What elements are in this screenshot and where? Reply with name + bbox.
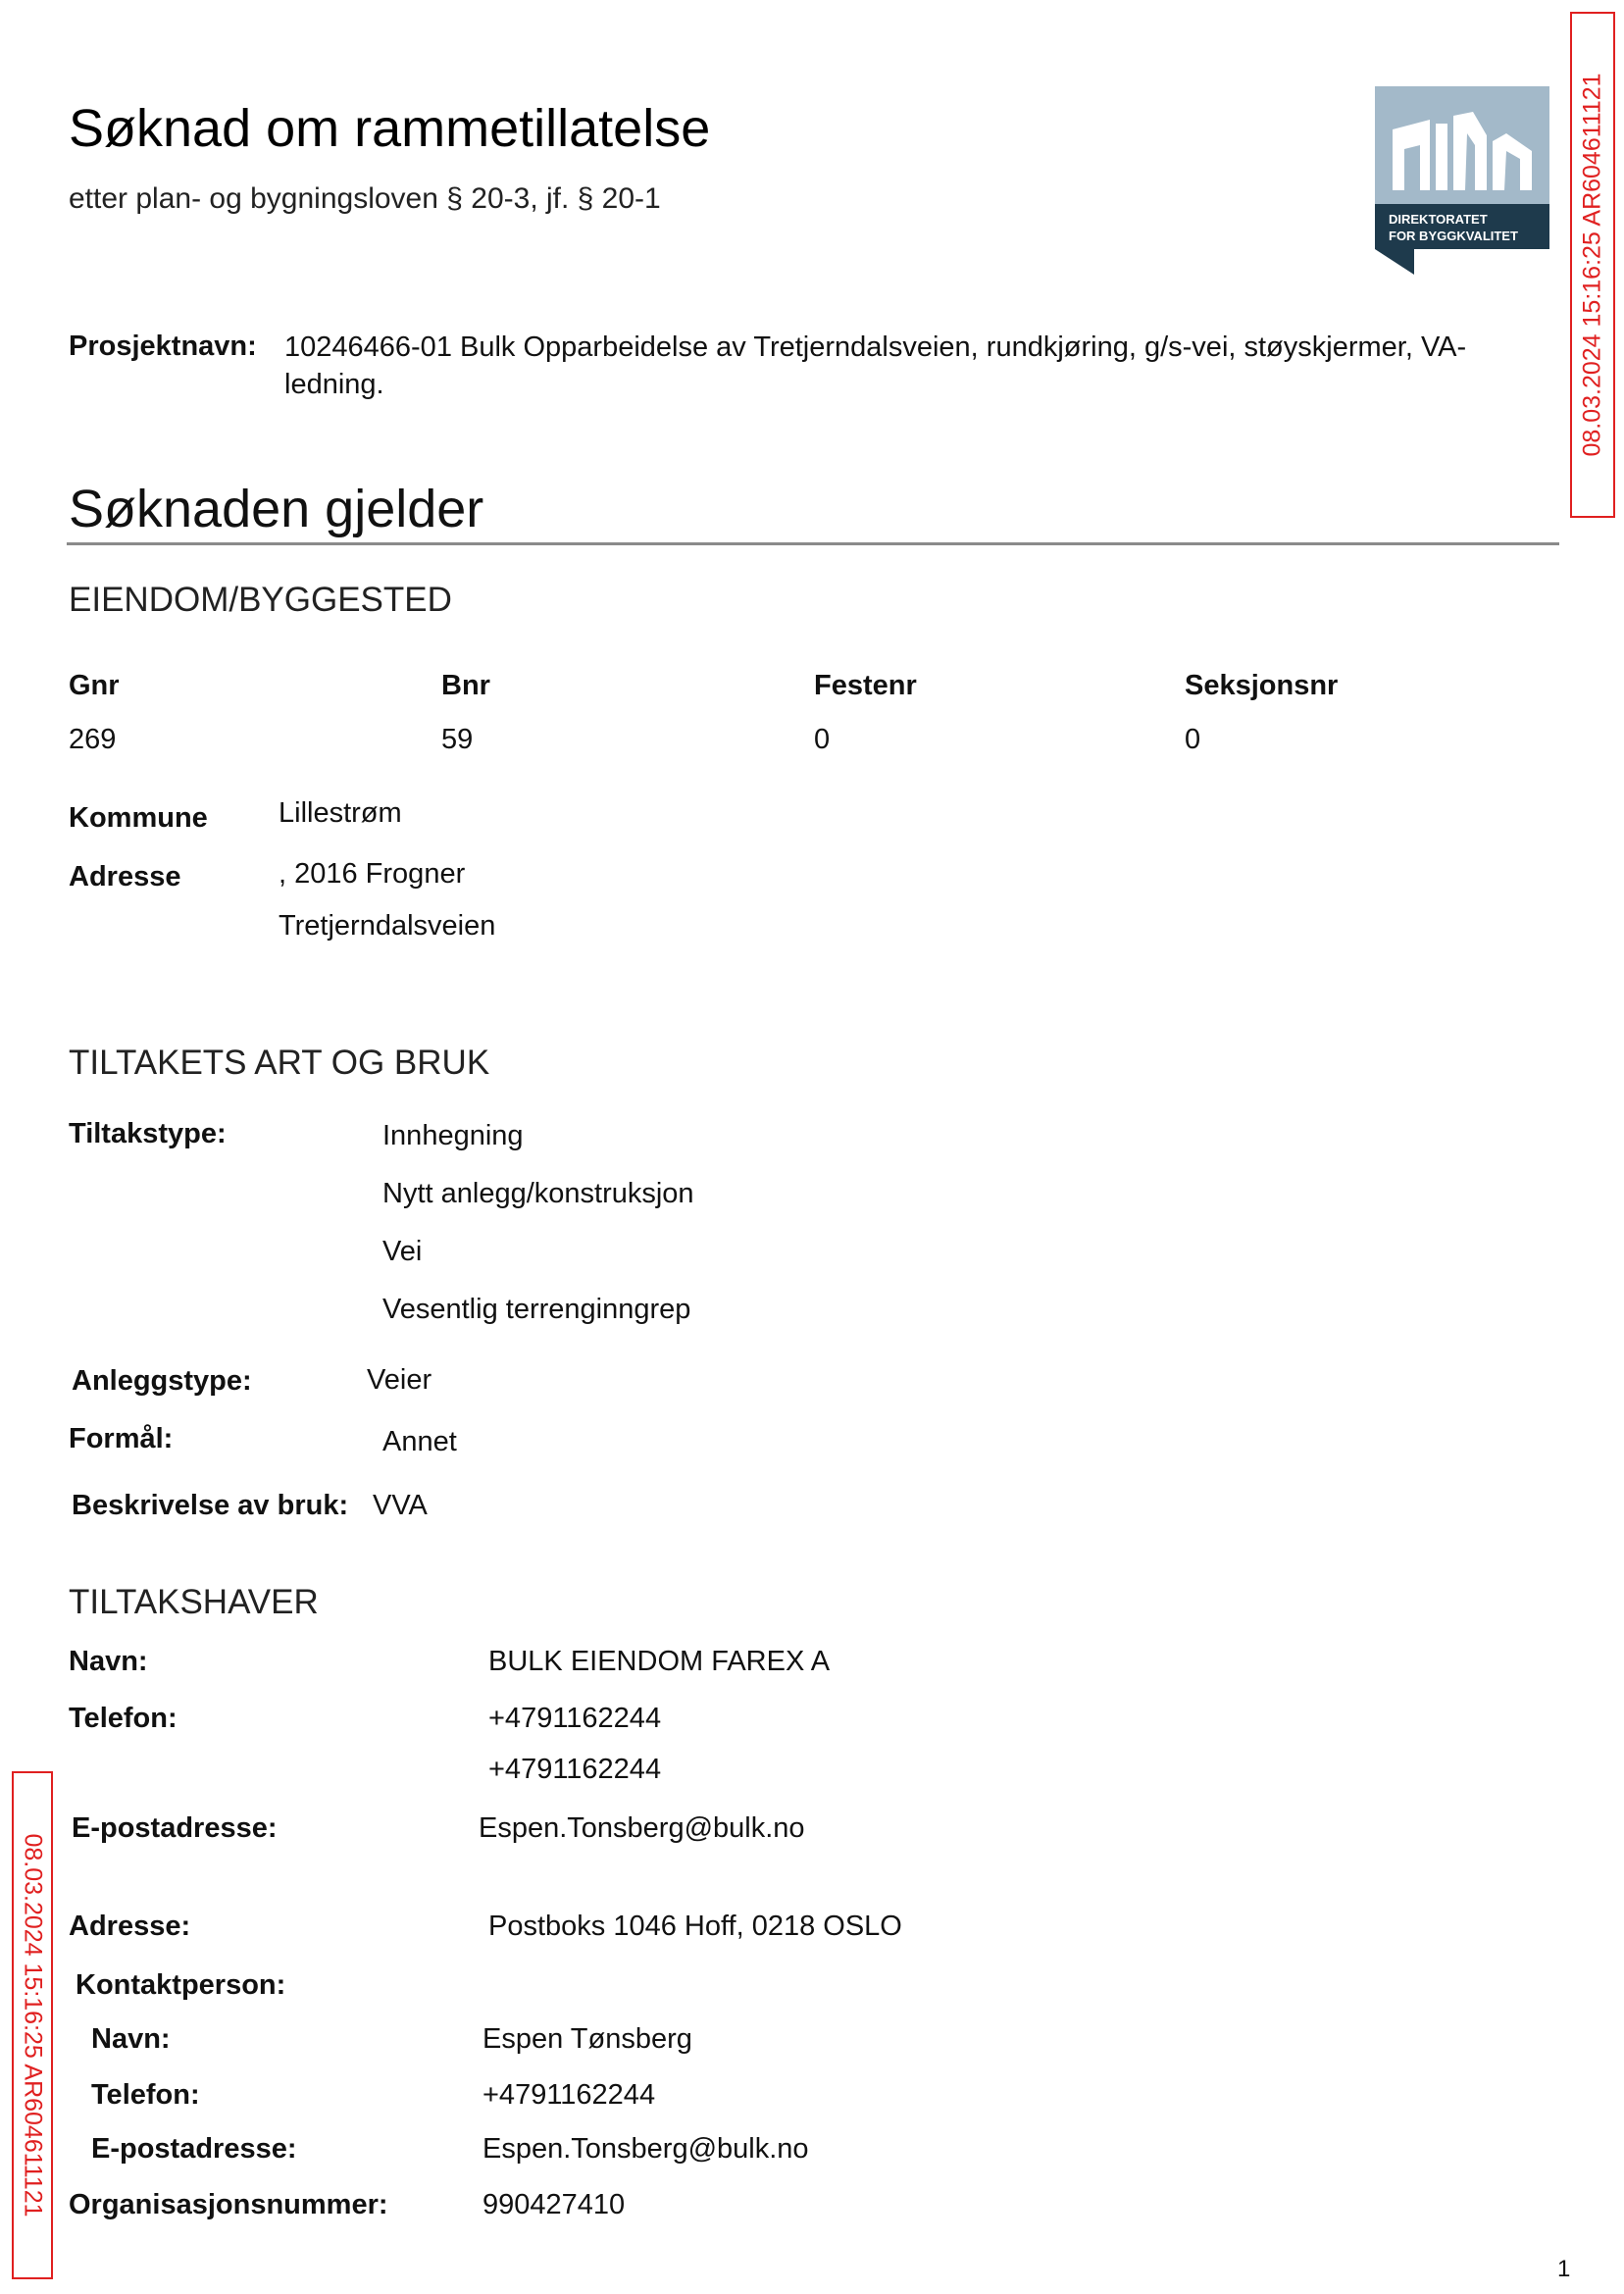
address-line2: Tretjerndalsveien xyxy=(279,910,496,942)
applicant-name-value: BULK EIENDOM FAREX A xyxy=(488,1646,831,1677)
facility-type-label: Anleggstype: xyxy=(72,1365,252,1397)
applicant-phone-value-2: +4791162244 xyxy=(488,1754,662,1785)
org-number-label: Organisasjonsnummer: xyxy=(69,2189,388,2220)
org-number-value: 990427410 xyxy=(482,2189,626,2220)
measure-type-item: Nytt anlegg/konstruksjon xyxy=(382,1178,694,1209)
project-value: 10246466-01 Bulk Opparbeidelse av Tretjerndalsveien, rundkjøring, g/s-vei, støyskjermer, VA-ledning. xyxy=(284,331,1467,400)
property-heading: EIENDOM/BYGGESTED xyxy=(69,581,452,619)
contact-email-label: E-postadresse: xyxy=(91,2133,297,2165)
section-divider xyxy=(67,542,1559,545)
applicant-phone-label: Telefon: xyxy=(69,1703,178,1734)
measure-type-item: Vesentlig terrenginngrep xyxy=(382,1294,691,1325)
applicant-email-label: E-postadresse: xyxy=(72,1812,278,1844)
address-label: Adresse xyxy=(69,861,181,892)
seksjonsnr-label: Seksjonsnr xyxy=(1185,670,1339,701)
applicant-address-label: Adresse: xyxy=(69,1911,191,1942)
receipt-stamp xyxy=(1570,12,1615,518)
use-description-label: Beskrivelse av bruk: xyxy=(72,1490,349,1521)
gnr-value: 269 xyxy=(69,724,117,755)
receipt-stamp-text: 08.03.2024 15:16:25 AR604611121 xyxy=(1578,73,1606,457)
seksjonsnr-value: 0 xyxy=(1185,724,1201,755)
measure-type-label: Tiltakstype: xyxy=(69,1118,227,1149)
applicant-phone-value: +4791162244 xyxy=(488,1703,662,1734)
receipt-stamp-text: 08.03.2024 15:16:25 AR604611121 xyxy=(19,1833,47,2218)
applicant-address-value: Postboks 1046 Hoff, 0218 OSLO xyxy=(488,1911,902,1942)
logo-text-line2: FOR BYGGKVALITET xyxy=(1389,229,1518,243)
contact-person-label: Kontaktperson: xyxy=(76,1969,286,2001)
document-subtitle: etter plan- og bygningsloven § 20-3, jf. § 20-1 xyxy=(69,182,661,215)
section-title: Søknaden gjelder xyxy=(69,480,484,538)
gnr-label: Gnr xyxy=(69,670,120,701)
purpose-value: Annet xyxy=(382,1426,457,1457)
festenr-value: 0 xyxy=(814,724,831,755)
purpose-label: Formål: xyxy=(69,1423,174,1454)
contact-phone-value: +4791162244 xyxy=(482,2079,656,2111)
contact-phone-label: Telefon: xyxy=(91,2079,200,2111)
measure-heading: TILTAKETS ART OG BRUK xyxy=(69,1044,490,1082)
festenr-label: Festenr xyxy=(814,670,917,701)
address-line1: , 2016 Frogner xyxy=(279,858,466,890)
use-description-value: VVA xyxy=(373,1490,428,1521)
applicant-email-value: Espen.Tonsberg@bulk.no xyxy=(479,1812,805,1844)
logo-text-line1: DIREKTORATET xyxy=(1389,212,1488,227)
project-label: Prosjektnavn: xyxy=(69,331,257,362)
dibk-logo xyxy=(1375,86,1549,275)
bnr-value: 59 xyxy=(441,724,474,755)
document-title: Søknad om rammetillatelse xyxy=(69,99,711,158)
contact-name-value: Espen Tønsberg xyxy=(482,2023,692,2055)
page-number: 1 xyxy=(1557,2256,1571,2282)
applicant-heading: TILTAKSHAVER xyxy=(69,1583,319,1621)
contact-name-label: Navn: xyxy=(91,2023,171,2055)
municipality-label: Kommune xyxy=(69,802,208,834)
measure-type-item: Vei xyxy=(382,1236,423,1267)
contact-email-value: Espen.Tonsberg@bulk.no xyxy=(482,2133,809,2165)
municipality-value: Lillestrøm xyxy=(279,797,402,829)
applicant-name-label: Navn: xyxy=(69,1646,148,1677)
receipt-stamp xyxy=(12,1771,53,2279)
measure-type-item: Innhegning xyxy=(382,1120,524,1151)
bnr-label: Bnr xyxy=(441,670,490,701)
facility-type-value: Veier xyxy=(367,1364,432,1396)
